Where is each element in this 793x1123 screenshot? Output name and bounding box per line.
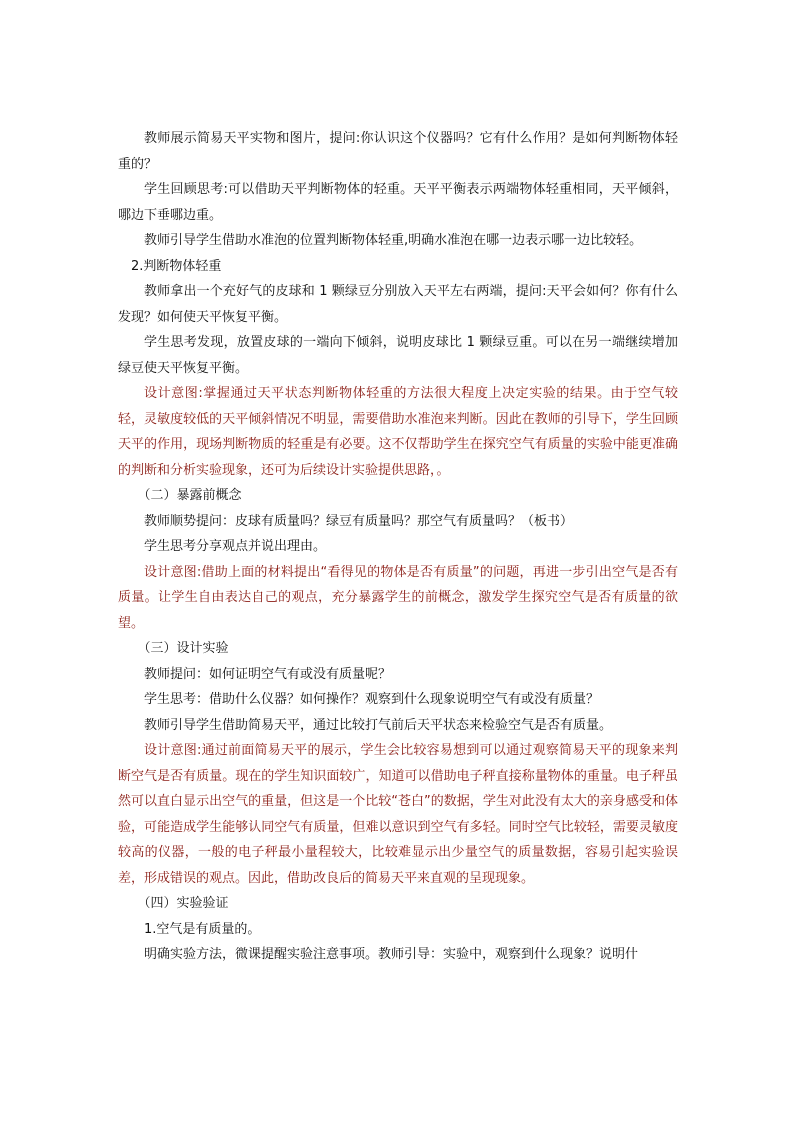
paragraph-teacher-shows-balance: 教师展示简易天平实物和图片，提问:你认识这个仪器吗？它有什么作用？是如何判断物体轻重的？ (118, 131, 678, 172)
paragraph-experiment-method: 明确实验方法，微课提醒实验注意事项。教师引导：实验中，观察到什么现象？说明什 (144, 947, 639, 962)
paragraph-teacher-how-prove: 教师提问：如何证明空气有或没有质量呢？ (144, 666, 392, 682)
subheading-judge-weight: 2.判断物体轻重 (131, 258, 222, 274)
paragraph-teacher-question: 教师顺势提问：皮球有质量吗？绿豆有质量吗？那空气有质量吗？（板书） (144, 513, 574, 529)
paragraph-level-bubble-guide: 教师引导学生借助水准泡的位置判断物体轻重,明确水准泡在哪一边表示哪一边比较轻。 (144, 233, 643, 248)
section-heading-expose-preconceptions: （二）暴露前概念 (137, 488, 242, 503)
paragraph-design-intent-1: 设计意图:掌握通过天平状态判断物体轻重的方法很大程度上决定实验的结果。由于空气较轻，灵敏度较低的天平倾斜情况不明显，需要借助水准泡来判断。因此在教师的引导下，学生回顾天平的作用，现场判断物质的轻重是有必要。这不仅帮助学生在探究空气有质量的实验中能更准确的判断和分析实验现象，还可为后续设计实验提供思路，。 (118, 386, 678, 478)
paragraph-student-recall: 学生回顾思考:可以借助天平判断物体的轻重。天平平衡表示两端物体轻重相同，天平倾斜，哪边下垂哪边重。 (118, 182, 678, 223)
paragraph-design-intent-2: 设计意图:借助上面的材料提出“看得见的物体是否有质量”的问题，再进一步引出空气是否有质量。让学生自由表达自己的观点，充分暴露学生的前概念，激发学生探究空气是否有质量的欲望。 (118, 564, 678, 631)
paragraph-design-intent-3: 设计意图:通过前面简易天平的展示，学生会比较容易想到可以通过观察简易天平的现象来判断空气是否有质量。现在的学生知识面较广，知道可以借助电子秤直接称量物体的重量。电子秤虽然可以直白显示出空气的重量，但这是一个比较“苍白”的数据，学生对此没有太大的亲身感受和体验，可能造成学生能够认同空气有质量，但难以意识到空气有多轻。同时空气比较轻，需要灵敏度较高的仪器，一般的电子秤最小量程较大，比较难显示出少量空气的质量数据，容易引起实验误差，形成错误的观点。因此，借助改良后的简易天平来直观的呈现现象。 (118, 743, 678, 886)
paragraph-student-think: 学生思考：借助什么仪器？如何操作？观察到什么现象说明空气有或没有质量？ (144, 692, 600, 707)
paragraph-student-finding: 学生思考发现，放置皮球的一端向下倾斜，说明皮球比 1 颗绿豆重。可以在另一端继续增加绿豆使天平恢复平衡。 (118, 335, 678, 376)
section-heading-design-experiment: （三）设计实验 (137, 641, 229, 656)
section-heading-experiment-verify: （四）实验验证 (137, 896, 229, 911)
document-body (118, 126, 678, 968)
paragraph-teacher-guide-balance: 教师引导学生借助简易天平，通过比较打气前后天平状态来检验空气是否有质量。 (144, 717, 613, 733)
subheading-air-has-mass: 1.空气是有质量的。 (144, 921, 261, 937)
paragraph-student-share: 学生思考分享观点并说出理由。 (144, 539, 327, 554)
paragraph-ball-and-bean: 教师拿出一个充好气的皮球和 1 颗绿豆分别放入天平左右两端，提问:天平会如何？你有什么发现？如何使天平恢复平衡。 (118, 284, 678, 325)
